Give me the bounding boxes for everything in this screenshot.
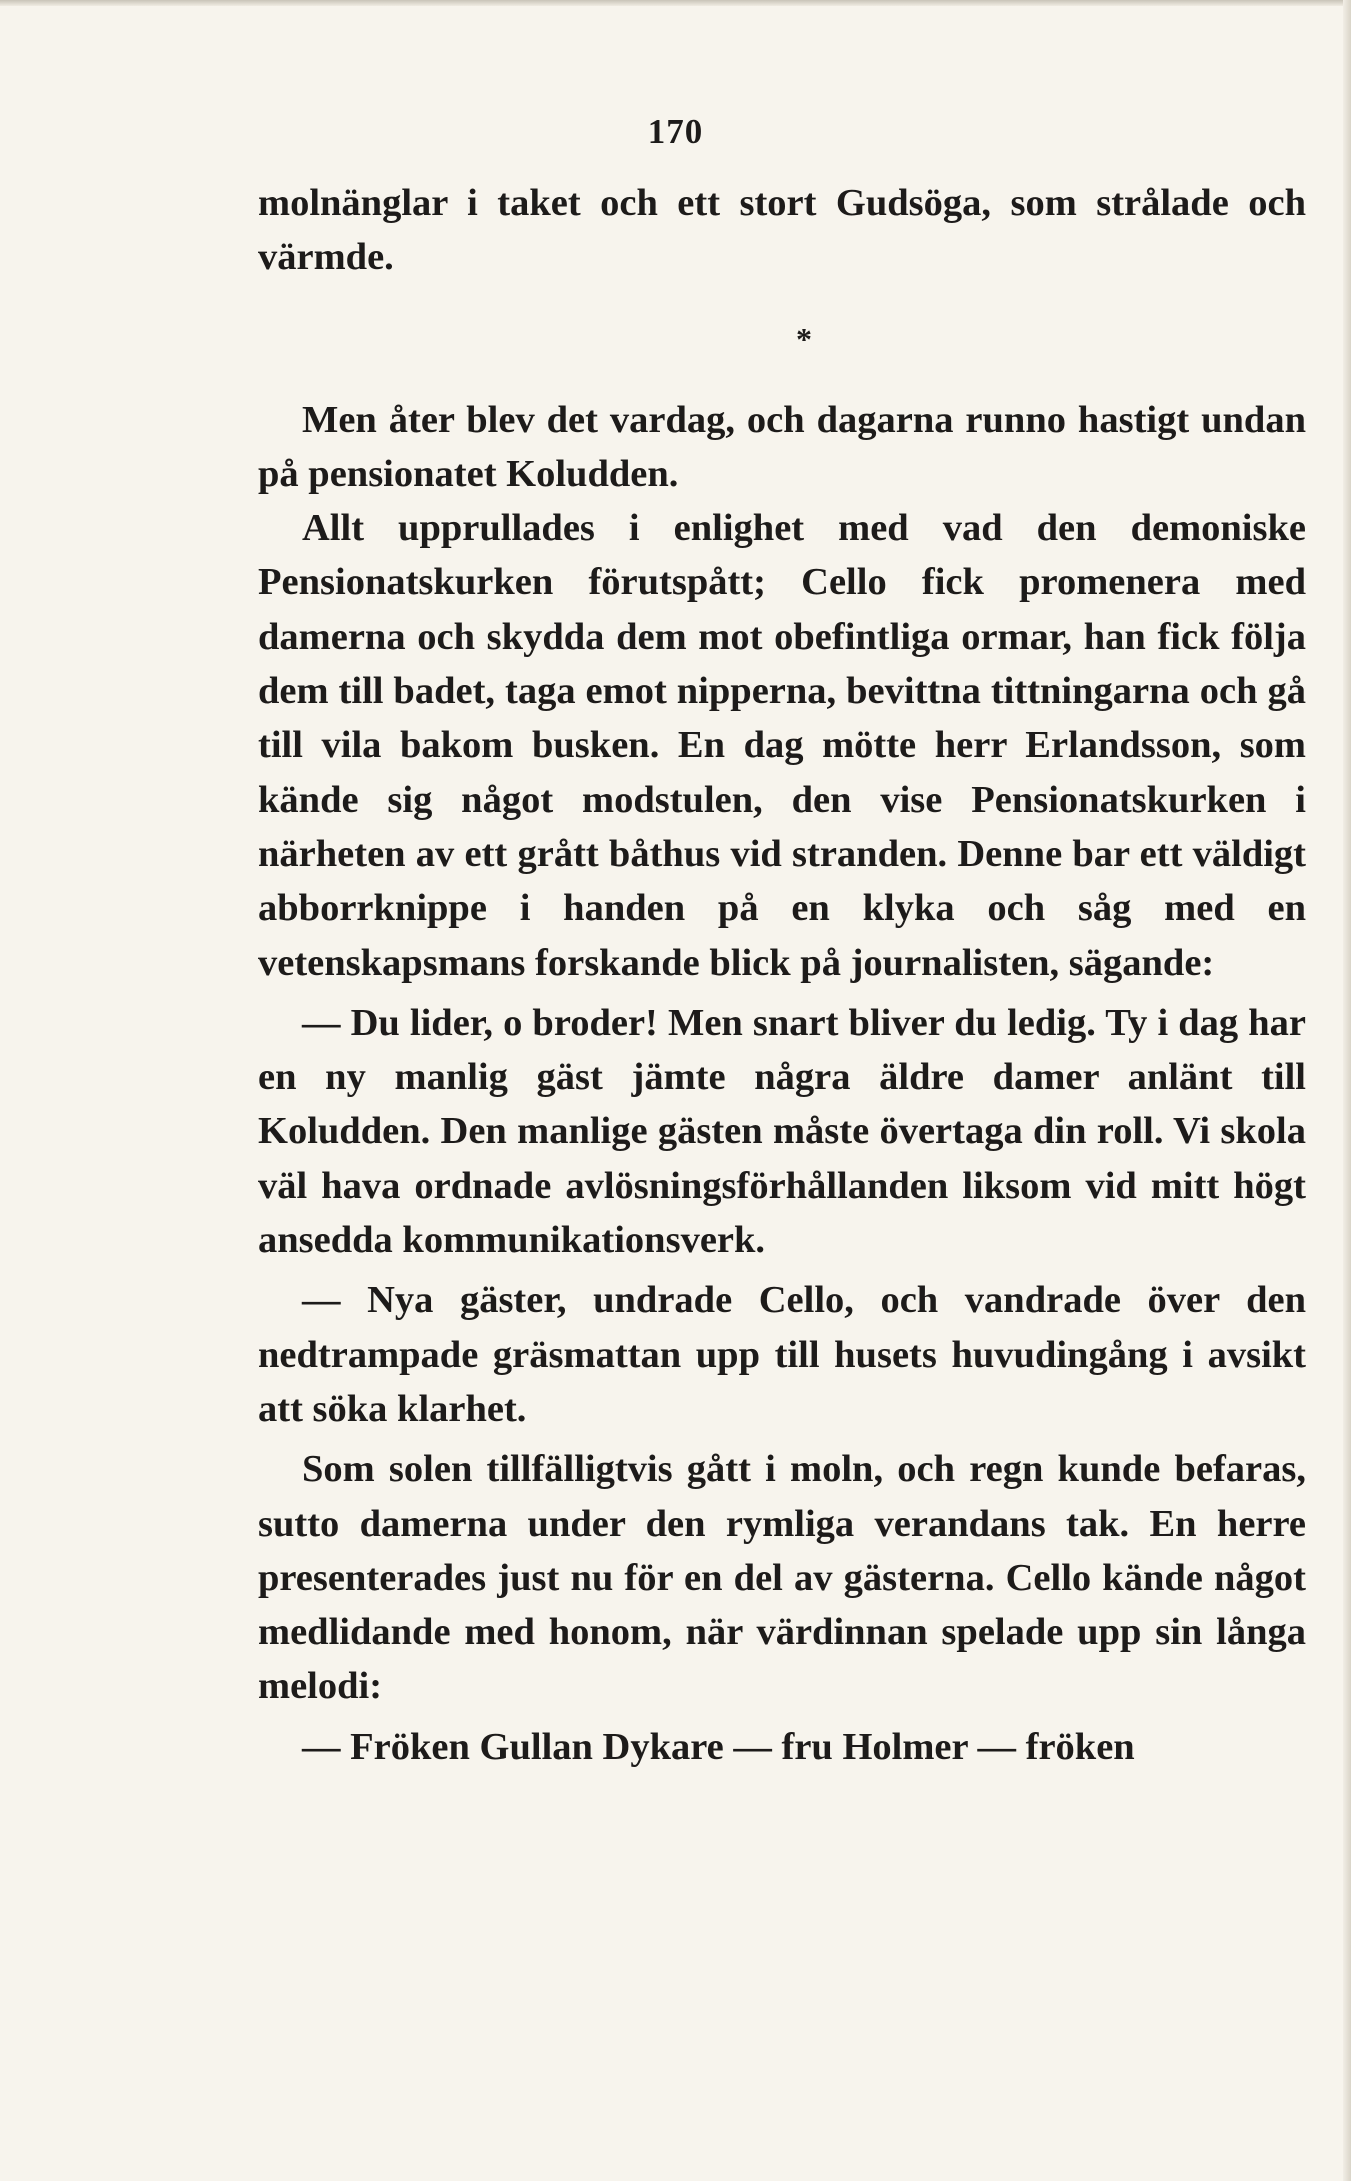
paragraph: Men åter blev det vardag, och dagarna runno hastigt undan på pensionatet Koludden. <box>258 398 1306 495</box>
body-text <box>258 176 1306 1774</box>
paragraph: Som solen tillfälligtvis gått i moln, och regn kunde befaras, sutto damerna under den rymliga verandans tak. En herre presenterades just nu för en del av gästerna. Cello kände något medlidande med honom, när värdinnan spelade upp sin långa melodi: <box>258 1448 1306 1708</box>
page-right-edge <box>1343 0 1351 2181</box>
paragraph-dialogue: — Du lider, o broder! Men snart bliver du ledig. Ty i dag har en ny manlig gäst jämte några äldre damer anlänt till Koludden. Den manlige gästen måste övertaga din roll. Vi skola väl hava ordnade avlösningsförhållanden liksom vid mitt högt ansedda kommunikationsverk. <box>258 1001 1306 1262</box>
section-separator: * <box>796 320 812 357</box>
paragraph-continuation: molnänglar i taket och ett stort Gudsöga, som strålade och värmde. <box>258 182 1306 279</box>
paragraph-dialogue: — Fröken Gullan Dykare — fru Holmer — fröken <box>302 1725 1135 1768</box>
paragraph: Allt upprullades i enlighet med vad den demoniske Pensionatskurken förutspått; Cello fick promenera med damerna och skydda dem mot obefintliga ormar, han fick följa dem till badet, taga emot nipperna, bevittna tittningarna och gå till vila bakom busken. En dag mötte herr Erlandsson, som kände sig något modstulen, den vise Pensionatskurken i närheten av ett grått båthus vid stranden. Denne bar ett väldigt abborrknippe i handen på en klyka och såg med en vetenskapsmans forskande blick på journalisten, sägande: <box>258 507 1306 984</box>
page-top-edge <box>0 0 1351 6</box>
paragraph-dialogue: — Nya gäster, undrade Cello, och vandrade över den nedtrampade gräsmattan upp till husets huvudingång i avsikt att söka klarhet. <box>258 1279 1306 1430</box>
page-number: 170 <box>647 112 704 151</box>
